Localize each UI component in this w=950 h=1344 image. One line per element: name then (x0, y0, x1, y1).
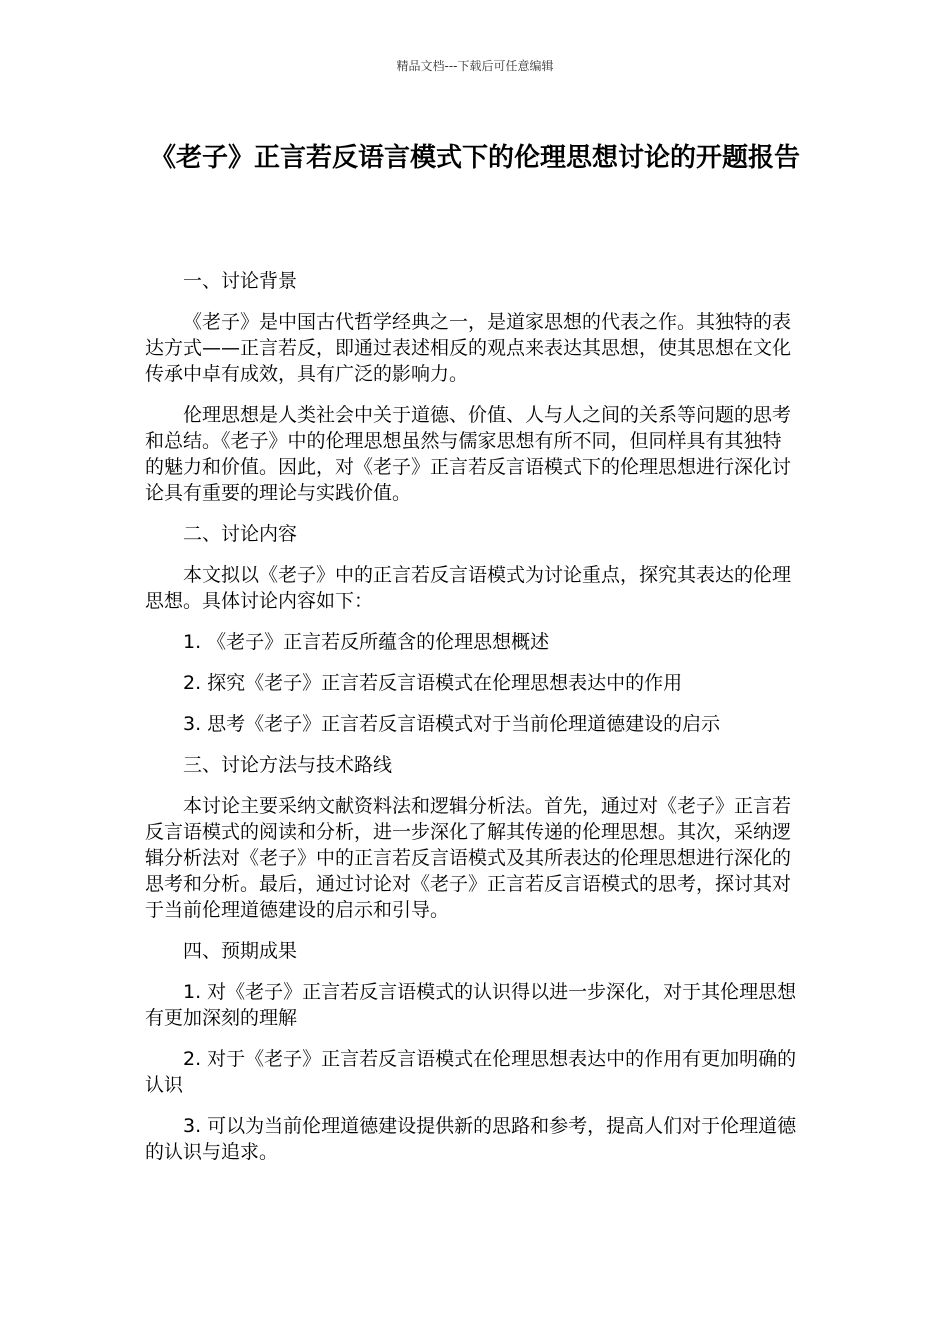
section-heading-methods: 三、讨论方法与技术路线 (183, 754, 393, 776)
list-item: 3. 可以为当前伦理道德建设提供新的思路和参考，提高人们对于伦理道德的认识与追求。 (145, 1115, 797, 1163)
document-body (145, 268, 800, 1180)
list-item: 1. 《老子》正言若反所蕴含的伦理思想概述 (183, 631, 550, 653)
section-heading-outcomes: 四、预期成果 (183, 940, 298, 962)
paragraph: 本文拟以《老子》中的正言若反言语模式为讨论重点，探究其表达的伦理思想。具体讨论内容如下： (145, 564, 792, 612)
section-heading-content: 二、讨论内容 (183, 523, 298, 545)
section-heading-background: 一、讨论背景 (183, 270, 298, 292)
header-note: 精品文档---下载后可任意编辑 (396, 59, 554, 73)
paragraph: 《老子》是中国古代哲学经典之一，是道家思想的代表之作。其独特的表达方式——正言若反，即通过表述相反的观点来表达其思想，使其思想在文化传承中卓有成效，具有广泛的影响力。 (145, 311, 792, 385)
paragraph: 本讨论主要采纳文献资料法和逻辑分析法。首先，通过对《老子》正言若反言语模式的阅读和分析，进一步深化了解其传递的伦理思想。其次，采纳逻辑分析法对《老子》中的正言若反言语模式及其所表达的伦理思想进行深化的思考和分析。最后，通过讨论对《老子》正言若反言语模式的思考，探讨其对于当前伦理道德建设的启示和引导。 (145, 795, 792, 921)
paragraph: 伦理思想是人类社会中关于道德、价值、人与人之间的关系等问题的思考和总结。《老子》中的伦理思想虽然与儒家思想有所不同，但同样具有其独特的魅力和价值。因此，对《老子》正言若反言语模式下的伦理思想进行深化讨论具有重要的理论与实践价值。 (145, 404, 792, 504)
list-item: 2. 对于《老子》正言若反言语模式在伦理思想表达中的作用有更加明确的认识 (145, 1048, 797, 1096)
document-title: 《老子》正言若反语言模式下的伦理思想讨论的开题报告 (149, 143, 800, 173)
list-item: 2. 探究《老子》正言若反言语模式在伦理思想表达中的作用 (183, 672, 683, 694)
list-item: 1. 对《老子》正言若反言语模式的认识得以进一步深化，对于其伦理思想有更加深刻的理解 (145, 981, 797, 1029)
list-item: 3. 思考《老子》正言若反言语模式对于当前伦理道德建设的启示 (183, 713, 721, 735)
